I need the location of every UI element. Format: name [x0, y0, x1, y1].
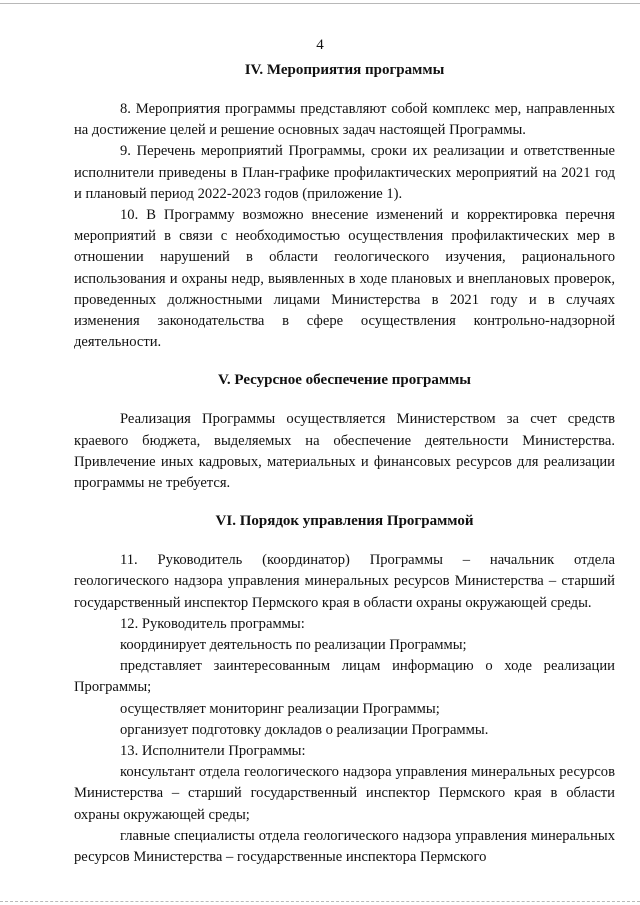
scan-top-edge — [0, 3, 640, 4]
list-item-chief-specialists: главные специалисты отдела геологического надзора управления минеральных ресурсов Министерства – государственные инспектора Пермского — [74, 827, 615, 866]
spacer — [74, 79, 615, 99]
paragraph-13: 13. Исполнители Программы: — [120, 743, 306, 760]
list-item-provides-info: представляет заинтересованным лицам информацию о ходе реализации Программы; — [74, 658, 615, 696]
paragraph-8: 8. Мероприятия программы представляют собой комплекс мер, направленных на достижение целей и решение основных задач настоящей Программы. — [74, 101, 615, 139]
spacer — [74, 389, 615, 409]
list-item-reports: организует подготовку докладов о реализации Программы. — [120, 721, 489, 738]
paragraph-resources: Реализация Программы осуществляется Министерством за счет средств краевого бюджета, выделяемых на обеспечение деятельности Министерства. Привлечение иных кадровых, материальных и финансовых ресурсов для реализации программы не требуется. — [74, 411, 615, 492]
list-item-monitoring: осуществляет мониторинг реализации Программы; — [120, 700, 440, 717]
paragraph-10: 10. В Программу возможно внесение изменений и корректировка перечня мероприятий в связи с необходимостью осуществления профилактических мер в отношении нарушений в области геологического изучения, рационального использования и охраны недр, выявленных в ходе плановых и внеплановых проверок, проведенных должностными лицами Министерства в 2021 году и в случаях изменения законодательства в сфере осуществления контрольно-надзорной деятельности. — [74, 207, 615, 351]
scan-bottom-edge — [0, 901, 640, 902]
section-6-title: VI. Порядок управления Программой — [215, 513, 474, 530]
spacer — [74, 494, 615, 512]
paragraph-12: 12. Руководитель программы: — [120, 615, 305, 632]
document-body — [74, 61, 615, 868]
section-5-title: V. Ресурсное обеспечение программы — [217, 372, 472, 389]
paragraph-11: 11. Руководитель (координатор) Программы – начальник отдела геологического надзора управления минеральных ресурсов Министерства – старший государственный инспектор Пермского края в области охраны окружающей среды. — [74, 552, 615, 611]
list-item-coordinates: координирует деятельность по реализации Программы; — [120, 637, 467, 654]
list-item-consultant: консультант отдела геологического надзора управления минеральных ресурсов Министерства – старший государственный инспектор Пермского края в области охраны окружающей среды; — [74, 764, 615, 823]
paragraph-9: 9. Перечень мероприятий Программы, сроки их реализации и ответственные исполнители приведены в План-графике профилактических мероприятий на 2021 год и плановый период 2022-2023 годов (приложение 1). — [74, 143, 615, 202]
spacer — [74, 353, 615, 371]
section-4-title: IV. Мероприятия программы — [244, 62, 445, 78]
page-number: 4 — [316, 37, 324, 53]
spacer — [74, 530, 615, 550]
